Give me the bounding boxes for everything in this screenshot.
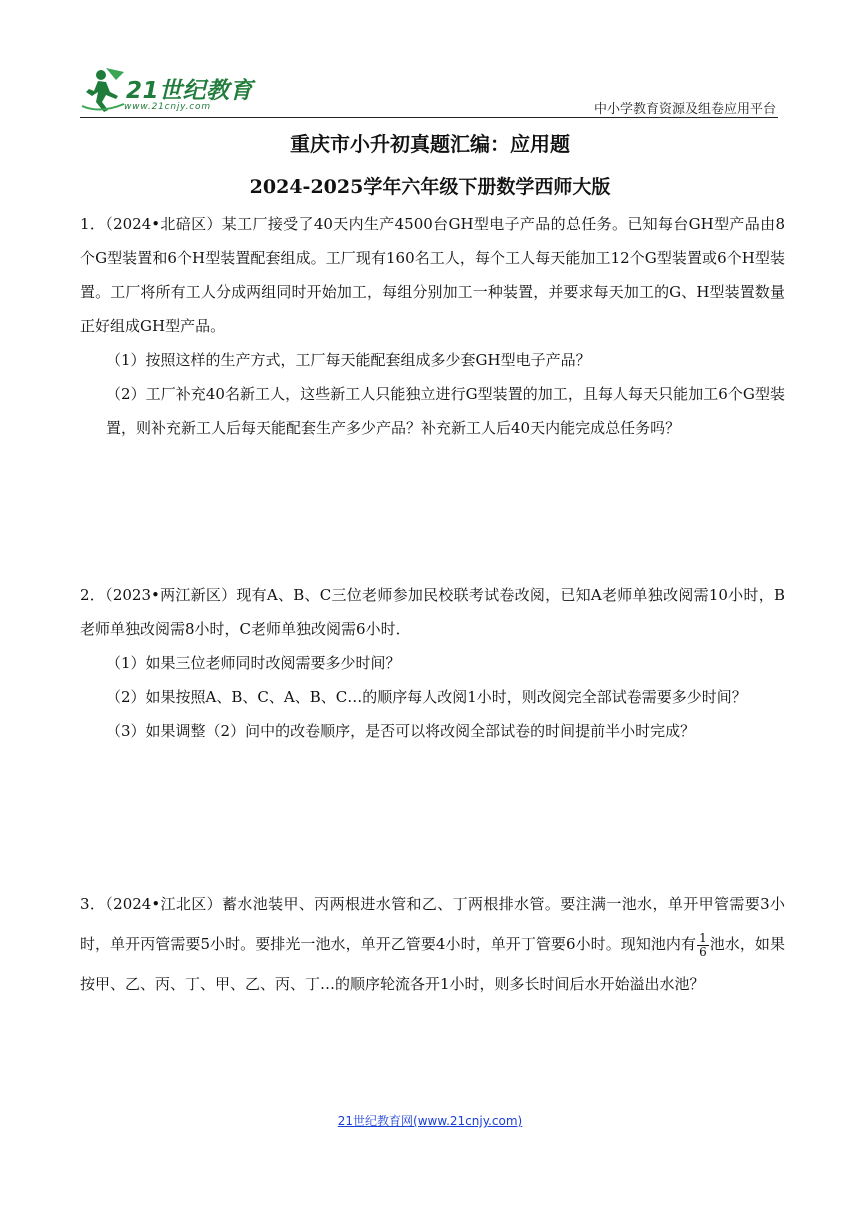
logo-url: www.21cnjy.com xyxy=(124,102,211,112)
question-2 xyxy=(80,578,785,748)
question-3-text-b: 池水，如果按甲、乙、丙、丁、甲、乙、丙、丁…的顺序轮流各开1小时，则多长时间后水开始溢出水池？ xyxy=(80,935,785,993)
footer-link[interactable]: 21世纪教育网(www.21cnjy.com) xyxy=(337,1114,523,1128)
platform-label: 中小学教育资源及组卷应用平台 xyxy=(593,102,776,117)
question-2-part-3: （3）如果调整（2）问中的改卷顺序，是否可以将改阅全部试卷的时间提前半小时完成？ xyxy=(106,722,696,740)
logo-text: 21世纪教育 xyxy=(126,78,254,104)
question-1 xyxy=(80,207,785,445)
question-3-text-a: 3．（2024•江北区）蓄水池装甲、丙两根进水管和乙、丁两根排水管。要注满一池水，单开甲管需要3小时，单开丙管需要5小时。要排光一池水，单开乙管要4小时，单开丁管要6小时。现知池内有 xyxy=(80,895,785,953)
question-2-part-1: （1）如果三位老师同时改阅需要多少时间？ xyxy=(106,654,401,672)
fraction xyxy=(697,932,709,959)
page-footer xyxy=(0,1112,860,1129)
fraction-denominator: 6 xyxy=(699,944,707,959)
question-3-text xyxy=(80,884,785,1004)
header-divider xyxy=(80,117,778,118)
document-subtitle: 2024-2025学年六年级下册数学西师大版 xyxy=(249,176,611,198)
runner-logo-icon xyxy=(80,66,126,114)
document-title: 重庆市小升初真题汇编：应用题 xyxy=(290,132,570,156)
question-2-text: 2．（2023•两江新区）现有A、B、C三位老师参加民校联考试卷改阅，已知A老师单独改阅需10小时，B老师单独改阅需8小时，C老师单独改阅需6小时． xyxy=(80,586,785,638)
question-2-part-2: （2）如果按照A、B、C、A、B、C…的顺序每人改阅1小时，则改阅完全部试卷需要多少时间？ xyxy=(106,688,747,706)
page-header xyxy=(0,0,860,120)
logo xyxy=(80,66,260,116)
question-1-part-2: （2）工厂补充40名新工人，这些新工人只能独立进行G型装置的加工，且每人每天只能加工6个G型装置，则补充新工人后每天能配套生产多少产品？补充新工人后40天内能完成总任务吗？ xyxy=(106,385,785,437)
question-1-text: 1．（2024•北碚区）某工厂接受了40天内生产4500台GH型电子产品的总任务。已知每台GH型产品由8个G型装置和6个H型装置配套组成。工厂现有160名工人，每个工人每天能加工12个G型装置或6个H型装置。工厂将所有工人分成两组同时开始加工，每组分别加工一种装置，并要求每天加工的G、H型装置数量正好组成GH型产品。 xyxy=(80,215,785,335)
question-1-part-1: （1）按照这样的生产方式，工厂每天能配套组成多少套GH型电子产品？ xyxy=(106,351,591,369)
fraction-numerator: 1 xyxy=(699,930,707,945)
question-3 xyxy=(80,884,785,1004)
